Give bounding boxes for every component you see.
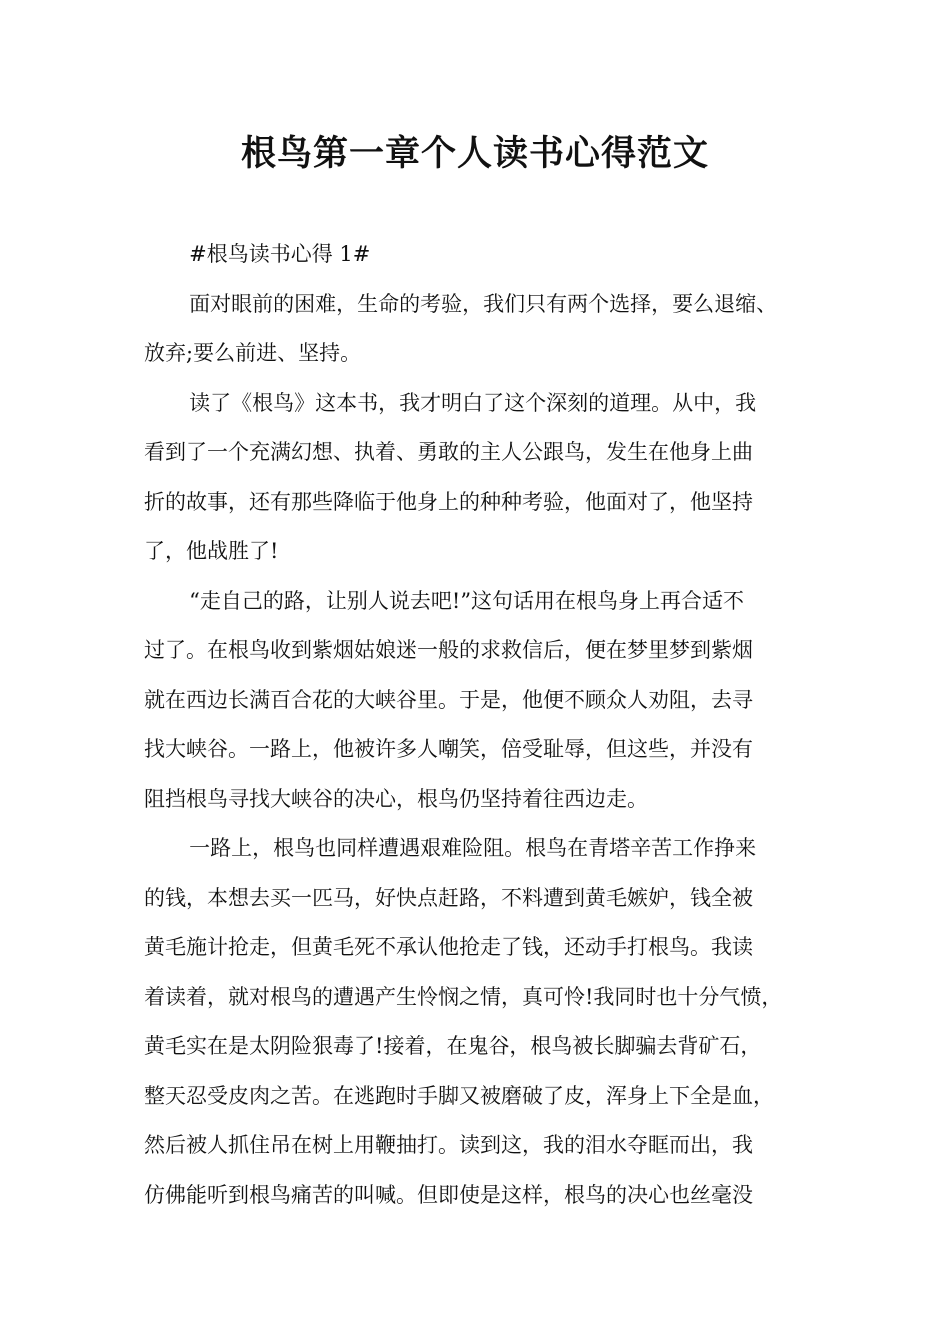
paragraph [144, 379, 820, 577]
paragraph-heading [144, 230, 820, 280]
text-line: 一路上，根鸟也同样遭遇艰难险阻。根鸟在青塔辛苦工作挣来 [189, 836, 757, 860]
text-line: 放弃;要么前进、坚持。 [144, 341, 362, 365]
text-line: 读了《根鸟》这本书，我才明白了这个深刻的道理。从中，我 [189, 390, 757, 415]
text-line: “走自己的路，让别人说去吧!”这句话用在根鸟身上再合适不 [189, 588, 745, 613]
text-line: 过了。在根鸟收到紫烟姑娘迷一般的求救信后，便在梦里梦到紫烟 [144, 638, 753, 662]
text-line: 折的故事，还有那些降临于他身上的种种考验，他面对了，他坚持 [144, 489, 753, 514]
text-line: 黄毛施计抢走，但黄毛死不承认他抢走了钱，还动手打根鸟。我读 [144, 935, 753, 959]
paragraph [144, 824, 820, 1220]
text-line: 黄毛实在是太阴险狠毒了!接着，在鬼谷，根鸟被长脚骗去背矿石， [144, 1034, 762, 1058]
document-title: 根鸟第一章个人读书心得范文 [240, 133, 709, 174]
document-body [144, 230, 820, 1220]
text-line: 找大峡谷。一路上，他被许多人嘲笑，倍受耻辱，但这些，并没有 [144, 737, 753, 761]
text-line: 面对眼前的困难，生命的考验，我们只有两个选择，要么退缩、 [189, 291, 778, 316]
text-line: 就在西边长满百合花的大峡谷里。于是，他便不顾众人劝阻，去寻 [144, 687, 753, 712]
text-line: 看到了一个充满幻想、执着、勇敢的主人公跟鸟，发生在他身上曲 [144, 440, 753, 464]
text-line: 阻挡根鸟寻找大峡谷的决心，根鸟仍坚持着往西边走。 [144, 786, 648, 811]
paragraph [144, 577, 820, 825]
text-line: 的钱，本想去买一匹马，好快点赶路，不料遭到黄毛嫉妒，钱全被 [144, 885, 753, 910]
text-line: 然后被人抓住吊在树上用鞭抽打。读到这，我的泪水夺眶而出，我 [144, 1133, 753, 1157]
text-line: 整天忍受皮肉之苦。在逃跑时手脚又被磨破了皮，浑身上下全是血， [144, 1083, 774, 1108]
text-line: 了，他战胜了! [144, 539, 279, 563]
paragraph [144, 280, 820, 379]
text-line: #根鸟读书心得 1# [189, 242, 371, 266]
text-line: 着读着，就对根鸟的遭遇产生怜悯之情，真可怜!我同时也十分气愤， [144, 984, 783, 1009]
text-line: 仿佛能听到根鸟痛苦的叫喊。但即使是这样，根鸟的决心也丝毫没 [144, 1182, 753, 1207]
